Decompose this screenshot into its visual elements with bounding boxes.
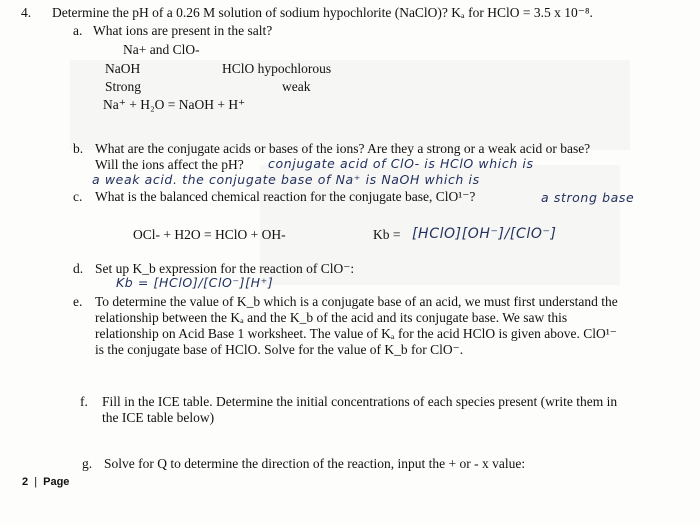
part-a-base-strength: Strong: [105, 79, 142, 94]
part-a-ions: Na+ and ClO-: [123, 42, 200, 57]
question-number: 4.: [21, 5, 32, 20]
part-e-line3: relationship on Acid Base 1 worksheet. The value of Kₐ for the acid HClO is given above. ClO¹⁻: [95, 326, 617, 341]
part-d-handwritten-kb: Kb = [HClO]/[ClO⁻][H⁺]: [116, 275, 274, 290]
part-a-base-name: NaOH: [105, 61, 141, 76]
part-g-letter: g.: [82, 456, 93, 471]
part-d-letter: d.: [73, 261, 84, 276]
part-b-handwritten-answer-2: a weak acid. the conjugate base of Na⁺ is NaOH which is: [92, 172, 480, 187]
part-g-text: Solve for Q to determine the direction of the reaction, input the + or - x value:: [104, 456, 526, 471]
part-c-kb-label: Kb =: [373, 227, 401, 242]
part-f-line1: Fill in the ICE table. Determine the initial concentrations of each species present (write them in: [102, 394, 618, 409]
part-c-text: What is the balanced chemical reaction for the conjugate base, ClO¹⁻?: [95, 189, 476, 204]
part-b-line2: Will the ions affect the pH?: [95, 157, 244, 172]
part-b-handwritten-answer-1: conjugate acid of ClO- is HClO which is: [268, 156, 534, 171]
part-c-letter: c.: [73, 189, 83, 204]
part-a-equation: Na⁺ + H₂O = NaOH + H⁺: [103, 97, 246, 112]
question-prompt: Determine the pH of a 0.26 M solution of sodium hypochlorite (NaClO)? Kₐ for HClO = 3.5 x 10⁻⁸.: [52, 5, 593, 20]
part-e-letter: e.: [73, 294, 83, 309]
part-c-handwritten-answer: a strong base: [541, 190, 635, 205]
page-number: 2: [22, 476, 29, 488]
part-c-handwritten-kb: [HClO][OH⁻]/[ClO⁻]: [412, 226, 557, 242]
part-f-letter: f.: [80, 394, 88, 409]
part-a-acid-name: HClO hypochlorous: [222, 61, 332, 76]
part-a-letter: a.: [73, 23, 83, 38]
part-c-reaction: OCl- + H2O = HClO + OH-: [133, 227, 286, 242]
page-footer: [22, 476, 69, 488]
part-b-letter: b.: [73, 141, 84, 156]
part-e-line4: is the conjugate base of HClO. Solve for the value of K_b for ClO⁻.: [95, 342, 464, 357]
part-a-acid-strength: weak: [282, 79, 311, 94]
page-separator: |: [34, 476, 38, 488]
page-label: Page: [43, 476, 70, 488]
part-d-text: Set up K_b expression for the reaction of ClO⁻:: [95, 261, 355, 276]
part-e-line1: To determine the value of K_b which is a conjugate base of an acid, we must first understand the: [95, 294, 618, 309]
part-b-line1: What are the conjugate acids or bases of the ions? Are they a strong or a weak acid or base?: [95, 141, 591, 156]
part-a-text: What ions are present in the salt?: [93, 23, 273, 38]
part-f-line2: the ICE table below): [102, 410, 215, 425]
part-e-line2: relationship between the Kₐ and the K_b of the acid and its conjugate base. We saw this: [95, 310, 568, 325]
